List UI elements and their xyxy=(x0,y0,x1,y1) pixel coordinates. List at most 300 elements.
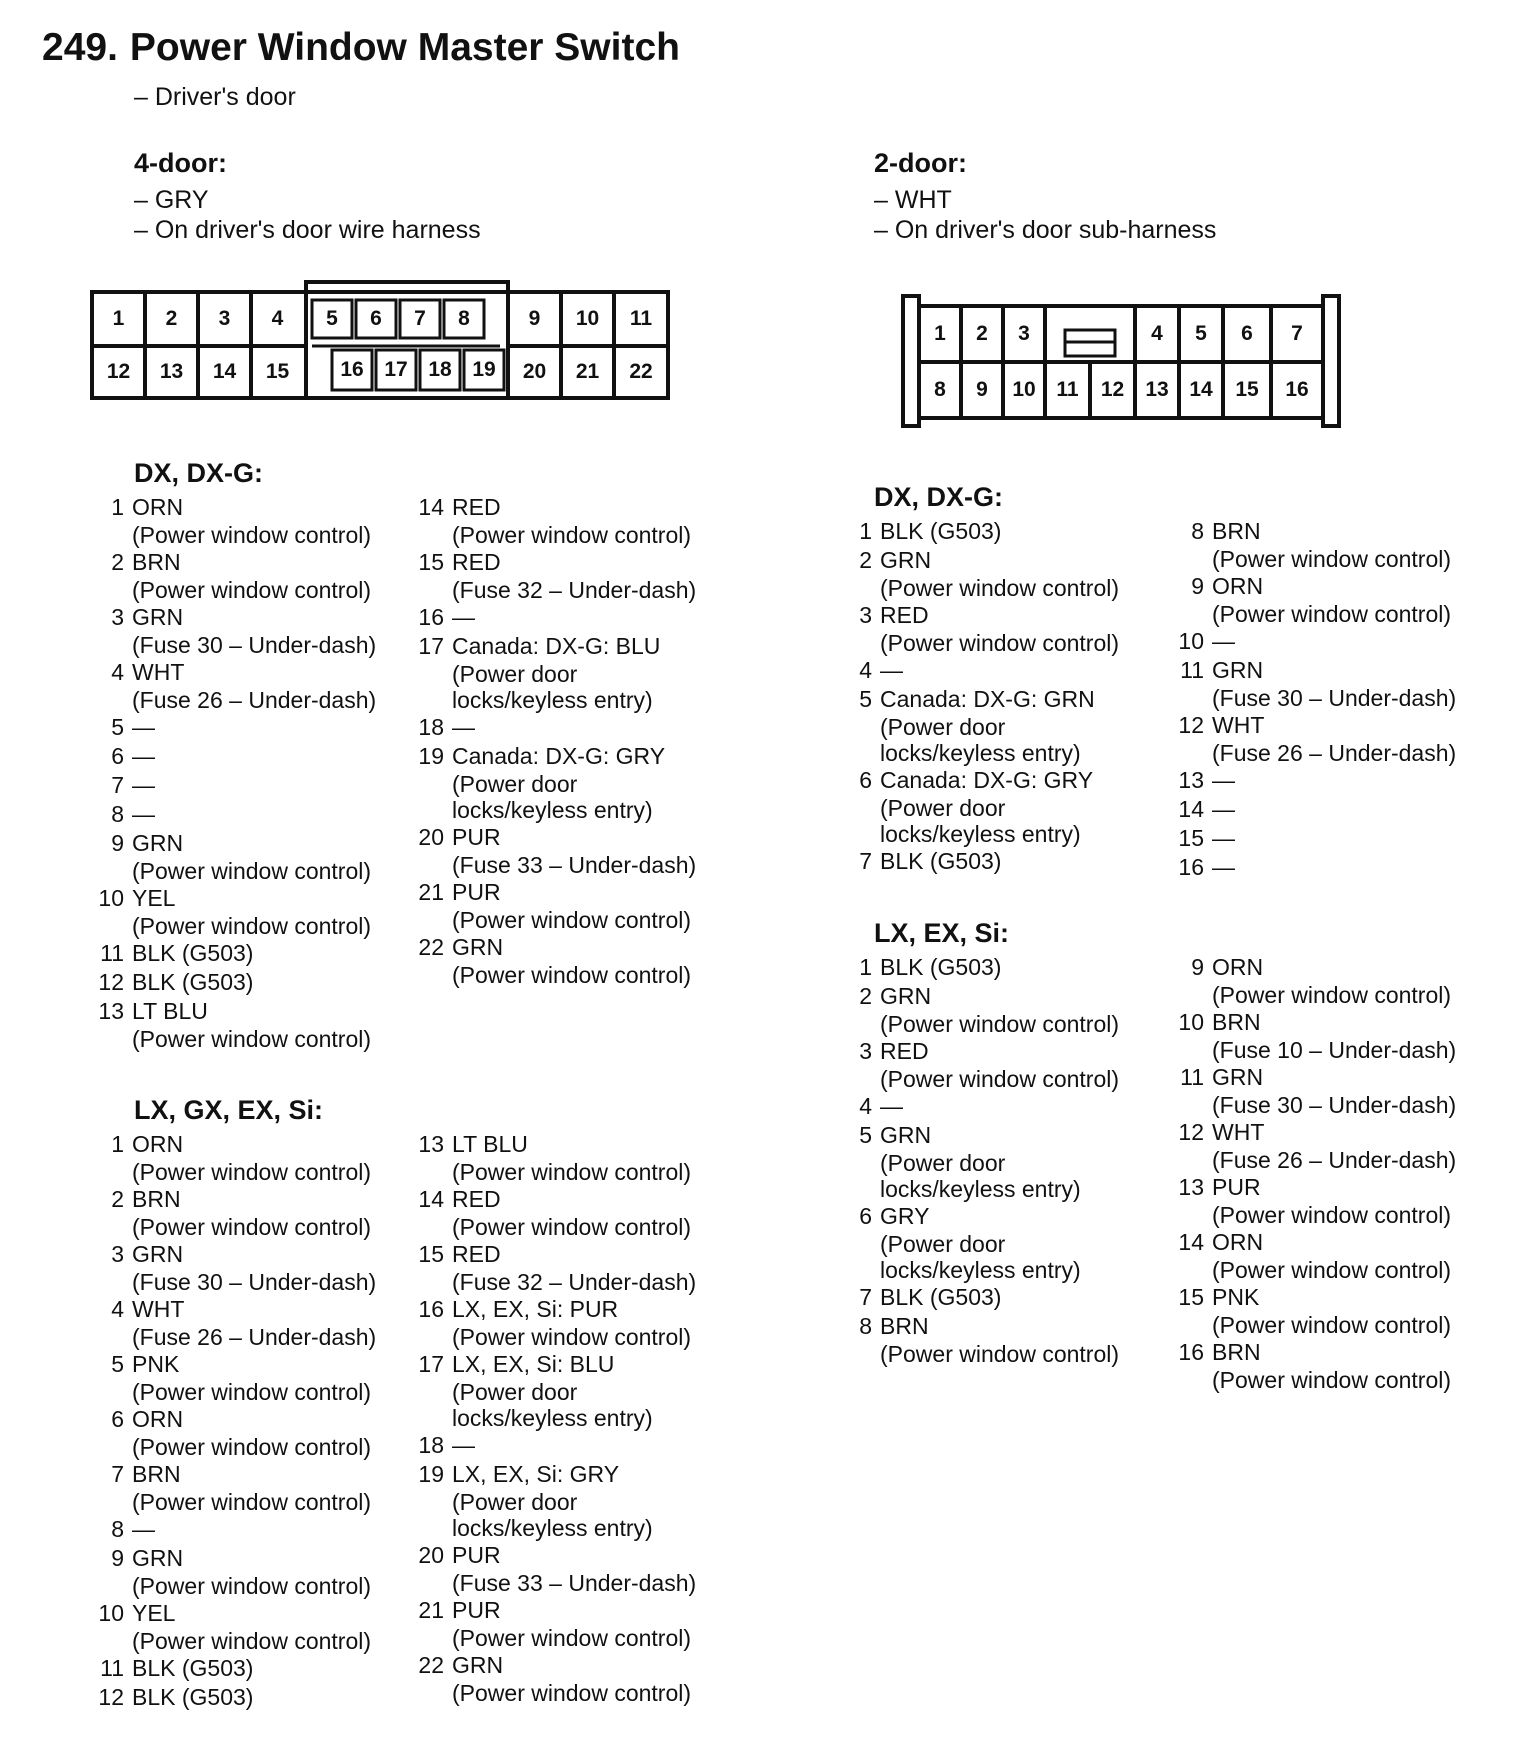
pin-number: 4 xyxy=(111,659,124,685)
wire-color: — xyxy=(132,801,155,827)
pin-number: 13 xyxy=(1178,1174,1204,1200)
pin-number: 11 xyxy=(1180,657,1204,683)
two-door-bottom-pin-14: 14 xyxy=(1189,378,1213,401)
four-door-lx-pin-19 xyxy=(410,1460,750,1541)
four-door-lx-pin-13 xyxy=(410,1130,750,1185)
wire-color: PUR xyxy=(452,879,501,905)
pin-number: 16 xyxy=(418,1296,444,1322)
four-door-lx-pin-10 xyxy=(90,1599,430,1654)
two-door-color: – WHT xyxy=(874,186,952,214)
pin-number: 7 xyxy=(111,1461,124,1487)
two-door-top-pin-2: 2 xyxy=(976,322,988,345)
two-door-dx-pin-5 xyxy=(838,685,1178,766)
pin-number: 8 xyxy=(111,1516,124,1542)
two-door-lx-pin-12 xyxy=(1170,1118,1510,1173)
two-door-dx-pin-7 xyxy=(838,847,1178,876)
wire-color: RED xyxy=(452,494,501,520)
four-door-bottom-pin-21: 21 xyxy=(575,360,600,383)
wire-color: BLK (G503) xyxy=(132,1684,254,1710)
wire-description: locks/keyless entry) xyxy=(880,740,1081,766)
wire-description: locks/keyless entry) xyxy=(452,687,653,713)
wire-color: LT BLU xyxy=(132,998,208,1024)
four-door-dx-pin-18 xyxy=(410,713,750,742)
wire-color: Canada: DX-G: GRY xyxy=(452,743,666,769)
wire-color: LX, EX, Si: GRY xyxy=(452,1461,620,1487)
wire-color: BLK (G503) xyxy=(880,848,1002,874)
pin-number: 11 xyxy=(1180,1064,1204,1090)
wire-description: (Fuse 10 – Under-dash) xyxy=(1212,1037,1457,1063)
two-door-top-pin-1: 1 xyxy=(934,322,946,345)
wire-description: (Power window control) xyxy=(452,1159,692,1185)
two-door-dx-pin-6 xyxy=(838,766,1178,847)
pin-number: 9 xyxy=(111,830,124,856)
wire-description: (Power door xyxy=(452,1379,578,1405)
wire-color: GRN xyxy=(132,604,184,630)
four-door-top-pin-5: 5 xyxy=(326,307,338,330)
four-door-bottom-pin-13: 13 xyxy=(159,360,184,383)
pin-number: 6 xyxy=(111,743,124,769)
pin-number: 5 xyxy=(859,1122,872,1148)
wire-description: (Fuse 26 – Under-dash) xyxy=(132,687,377,713)
wire-color: GRN xyxy=(1212,1064,1264,1090)
wire-description: (Power window control) xyxy=(880,1066,1120,1092)
wire-color: LT BLU xyxy=(452,1131,528,1157)
pin-number: 21 xyxy=(418,1597,444,1623)
four-door-lx-pin-1 xyxy=(90,1130,430,1185)
two-door-lx-pin-13 xyxy=(1170,1173,1510,1228)
wire-description: (Power window control) xyxy=(880,1011,1120,1037)
two-door-top-pin-5: 5 xyxy=(1195,322,1207,345)
two-door-lx-pin-7 xyxy=(838,1283,1178,1312)
wire-color: GRY xyxy=(880,1203,930,1229)
four-door-dx-pin-20 xyxy=(410,823,750,878)
two-door-connector-diagram xyxy=(895,292,1347,432)
wire-color: RED xyxy=(452,549,501,575)
pin-number: 4 xyxy=(859,657,872,683)
wire-description: (Power door xyxy=(452,661,578,687)
wire-color: PUR xyxy=(1212,1174,1261,1200)
wire-description: (Fuse 30 – Under-dash) xyxy=(1212,1092,1457,1118)
pin-number: 10 xyxy=(1178,628,1204,654)
pin-number: 22 xyxy=(418,1652,444,1678)
four-door-dx-pin-21 xyxy=(410,878,750,933)
two-door-bottom-pin-16: 16 xyxy=(1285,378,1309,401)
two-door-bottom-pin-11: 11 xyxy=(1056,378,1079,401)
pin-number: 7 xyxy=(859,848,872,874)
two-door-top-pin-3: 3 xyxy=(1018,322,1030,345)
wire-description: (Power window control) xyxy=(452,907,692,933)
four-door-lx-pin-5 xyxy=(90,1350,430,1405)
pin-number: 15 xyxy=(418,1241,444,1267)
four-door-dx-pin-9 xyxy=(90,829,430,884)
wire-description: (Power window control) xyxy=(132,1489,372,1515)
two-door-bottom-pin-12: 12 xyxy=(1100,378,1125,401)
wire-color: BLK (G503) xyxy=(132,969,254,995)
pin-number: 17 xyxy=(418,1351,444,1377)
wire-description: (Fuse 26 – Under-dash) xyxy=(132,1324,377,1350)
four-door-bottom-pin-14: 14 xyxy=(212,360,237,383)
pin-number: 8 xyxy=(111,801,124,827)
pin-number: 11 xyxy=(100,1655,124,1681)
pin-number: 3 xyxy=(859,602,872,628)
four-door-bottom-pin-22: 22 xyxy=(629,360,653,383)
wire-color: — xyxy=(132,743,155,769)
wire-description: (Power window control) xyxy=(132,913,372,939)
two-door-lx-pin-3 xyxy=(838,1037,1178,1092)
wire-color: — xyxy=(1212,796,1235,822)
four-door-lx-pin-21 xyxy=(410,1596,750,1651)
pin-number: 12 xyxy=(1178,1119,1204,1145)
two-door-dx-pin-2 xyxy=(838,546,1178,601)
wire-description: locks/keyless entry) xyxy=(452,1515,653,1541)
wire-color: ORN xyxy=(1212,954,1264,980)
four-door-location: – On driver's door wire harness xyxy=(134,216,481,244)
four-door-dx-pin-5 xyxy=(90,713,430,742)
wire-description: (Power window control) xyxy=(452,522,692,548)
two-door-lx-pin-9 xyxy=(1170,953,1510,1008)
wire-color: ORN xyxy=(132,1406,184,1432)
pin-number: 15 xyxy=(1178,1284,1204,1310)
pin-number: 1 xyxy=(111,1131,124,1157)
pin-number: 13 xyxy=(418,1131,444,1157)
wire-color: RED xyxy=(452,1186,501,1212)
four-door-top-pin-9: 9 xyxy=(528,307,541,330)
pin-number: 7 xyxy=(111,772,124,798)
two-door-lx-pin-4 xyxy=(838,1092,1178,1121)
four-door-dx-heading: DX, DX-G: xyxy=(134,458,264,488)
pin-number: 22 xyxy=(418,934,444,960)
wire-color: GRN xyxy=(132,1545,184,1571)
wire-description: (Power window control) xyxy=(880,1341,1120,1367)
four-door-connector-diagram xyxy=(90,280,670,402)
wire-description: (Power window control) xyxy=(1212,1257,1452,1283)
two-door-dx-pin-4 xyxy=(838,656,1178,685)
two-door-bottom-pin-13: 13 xyxy=(1145,378,1169,401)
four-door-top-pin-6: 6 xyxy=(370,307,382,330)
wire-description: (Fuse 26 – Under-dash) xyxy=(1212,1147,1457,1173)
two-door-lx-pin-2 xyxy=(838,982,1178,1037)
wire-color: LX, EX, Si: PUR xyxy=(452,1296,619,1322)
pin-number: 3 xyxy=(111,1241,124,1267)
title-text: Power Window Master Switch xyxy=(129,26,680,69)
wire-color: BLK (G503) xyxy=(132,1655,254,1681)
wire-color: GRN xyxy=(1212,657,1264,683)
wire-description: (Power window control) xyxy=(880,630,1120,656)
wire-description: (Power window control) xyxy=(452,1214,692,1240)
pin-number: 20 xyxy=(418,824,444,850)
wire-description: (Fuse 26 – Under-dash) xyxy=(1212,740,1457,766)
two-door-dx-pin-14 xyxy=(1170,795,1510,824)
four-door-color: – GRY xyxy=(134,186,209,214)
pin-number: 10 xyxy=(98,1600,124,1626)
wire-color: — xyxy=(132,714,155,740)
wire-color: LX, EX, Si: BLU xyxy=(452,1351,615,1377)
two-door-bottom-pin-9: 9 xyxy=(976,378,988,401)
wire-description: locks/keyless entry) xyxy=(452,1405,653,1431)
section-number: 249. xyxy=(42,26,118,69)
wire-color: WHT xyxy=(1212,712,1265,738)
wire-color: BLK (G503) xyxy=(880,518,1002,544)
wire-description: (Power window control) xyxy=(1212,982,1452,1008)
two-door-dx-pin-16 xyxy=(1170,853,1510,882)
wire-color: Canada: DX-G: BLU xyxy=(452,633,661,659)
wire-color: BRN xyxy=(132,549,181,575)
two-door-lx-pin-10 xyxy=(1170,1008,1510,1063)
wire-description: (Power window control) xyxy=(1212,1367,1452,1393)
pin-number: 19 xyxy=(418,743,444,769)
two-door-top-pin-4: 4 xyxy=(1151,322,1163,345)
four-door-lx-pin-16 xyxy=(410,1295,750,1350)
pin-number: 14 xyxy=(1178,1229,1204,1255)
wire-color: ORN xyxy=(1212,1229,1264,1255)
pin-number: 2 xyxy=(111,1186,124,1212)
four-door-bottom-pin-12: 12 xyxy=(106,360,131,383)
pin-number: 17 xyxy=(418,633,444,659)
two-door-lx-pin-8 xyxy=(838,1312,1178,1367)
pin-number: 9 xyxy=(1191,573,1204,599)
two-door-dx-pin-1 xyxy=(838,517,1178,546)
four-door-top-pin-4: 4 xyxy=(271,307,284,330)
two-door-lx-heading: LX, EX, Si: xyxy=(874,918,1010,948)
wire-color: GRN xyxy=(132,830,184,856)
pin-number: 1 xyxy=(859,954,872,980)
wire-description: (Fuse 30 – Under-dash) xyxy=(132,632,377,658)
two-door-lx-pin-14 xyxy=(1170,1228,1510,1283)
wire-color: — xyxy=(452,604,475,630)
four-door-lx-pin-6 xyxy=(90,1405,430,1460)
pin-number: 7 xyxy=(859,1284,872,1310)
wire-color: GRN xyxy=(452,934,504,960)
wire-color: PNK xyxy=(1212,1284,1260,1310)
two-door-dx-pin-9 xyxy=(1170,572,1510,627)
four-door-dx-pin-6 xyxy=(90,742,430,771)
pin-number: 6 xyxy=(859,1203,872,1229)
pin-number: 10 xyxy=(98,885,124,911)
page-subtitle: – Driver's door xyxy=(134,83,296,111)
four-door-dx-pin-17 xyxy=(410,632,750,713)
pin-number: 6 xyxy=(111,1406,124,1432)
pin-number: 5 xyxy=(859,686,872,712)
four-door-lx-pin-8 xyxy=(90,1515,430,1544)
wire-color: BRN xyxy=(132,1461,181,1487)
four-door-bottom-pin-20: 20 xyxy=(522,360,547,383)
two-door-dx-heading: DX, DX-G: xyxy=(874,482,1004,512)
four-door-top-pin-3: 3 xyxy=(218,307,231,330)
wire-color: — xyxy=(1212,825,1235,851)
wire-description: locks/keyless entry) xyxy=(880,1176,1081,1202)
two-door-lx-pin-11 xyxy=(1170,1063,1510,1118)
four-door-dx-pin-3 xyxy=(90,603,430,658)
four-door-lx-pin-9 xyxy=(90,1544,430,1599)
wire-color: YEL xyxy=(132,885,176,911)
wire-color: YEL xyxy=(132,1600,176,1626)
wire-description: locks/keyless entry) xyxy=(880,821,1081,847)
pin-number: 21 xyxy=(418,879,444,905)
four-door-dx-pin-2 xyxy=(90,548,430,603)
wire-color: — xyxy=(132,1516,155,1542)
pin-number: 2 xyxy=(859,547,872,573)
wire-color: ORN xyxy=(1212,573,1264,599)
four-door-dx-pin-1 xyxy=(90,493,430,548)
four-door-lx-pin-3 xyxy=(90,1240,430,1295)
four-door-dx-pin-10 xyxy=(90,884,430,939)
four-door-dx-pin-12 xyxy=(90,968,430,997)
wire-color: WHT xyxy=(1212,1119,1265,1145)
four-door-lx-pin-11 xyxy=(90,1654,430,1683)
four-door-lx-pin-22 xyxy=(410,1651,750,1706)
wire-color: — xyxy=(1212,767,1235,793)
two-door-dx-pin-3 xyxy=(838,601,1178,656)
wire-color: RED xyxy=(880,602,929,628)
wire-color: BRN xyxy=(1212,1009,1261,1035)
four-door-dx-pin-7 xyxy=(90,771,430,800)
wire-color: — xyxy=(132,772,155,798)
pin-number: 5 xyxy=(111,1351,124,1377)
pin-number: 20 xyxy=(418,1542,444,1568)
wire-description: (Power window control) xyxy=(880,575,1120,601)
wire-color: BRN xyxy=(1212,518,1261,544)
pin-number: 12 xyxy=(1178,712,1204,738)
wire-color: — xyxy=(1212,628,1235,654)
pin-number: 16 xyxy=(1178,1339,1204,1365)
pin-number: 13 xyxy=(98,998,124,1024)
pin-number: 3 xyxy=(859,1038,872,1064)
two-door-heading: 2-door: xyxy=(874,148,967,178)
wire-color: BRN xyxy=(880,1313,929,1339)
wire-description: (Power door xyxy=(880,1150,1006,1176)
pin-number: 8 xyxy=(1191,518,1204,544)
wire-description: (Fuse 33 – Under-dash) xyxy=(452,852,697,878)
four-door-lx-heading: LX, GX, EX, Si: xyxy=(134,1095,324,1125)
wire-color: GRN xyxy=(880,1122,932,1148)
pin-number: 9 xyxy=(1191,954,1204,980)
wire-description: (Power window control) xyxy=(1212,546,1452,572)
pin-number: 11 xyxy=(100,940,124,966)
pin-number: 12 xyxy=(98,1684,124,1710)
pin-number: 16 xyxy=(418,604,444,630)
wire-description: (Power window control) xyxy=(132,1159,372,1185)
wire-description: (Fuse 30 – Under-dash) xyxy=(1212,685,1457,711)
pin-number: 15 xyxy=(418,549,444,575)
four-door-top-pin-2: 2 xyxy=(165,307,178,330)
four-door-bottom-pin-17: 17 xyxy=(384,358,408,381)
four-door-dx-pin-22 xyxy=(410,933,750,988)
four-door-top-pin-1: 1 xyxy=(112,307,125,330)
two-door-lx-pin-16 xyxy=(1170,1338,1510,1393)
wire-description: (Power window control) xyxy=(1212,601,1452,627)
wire-description: (Power window control) xyxy=(132,858,372,884)
four-door-lx-pin-17 xyxy=(410,1350,750,1431)
wire-color: PNK xyxy=(132,1351,180,1377)
pin-number: 1 xyxy=(111,494,124,520)
pin-number: 10 xyxy=(1178,1009,1204,1035)
two-door-lx-pin-15 xyxy=(1170,1283,1510,1338)
wire-description: (Fuse 30 – Under-dash) xyxy=(132,1269,377,1295)
two-door-location: – On driver's door sub-harness xyxy=(874,216,1217,244)
pin-number: 16 xyxy=(1178,854,1204,880)
wire-description: locks/keyless entry) xyxy=(452,797,653,823)
wire-color: GRN xyxy=(880,983,932,1009)
wire-color: — xyxy=(880,1093,903,1119)
pin-number: 4 xyxy=(111,1296,124,1322)
four-door-lx-pin-18 xyxy=(410,1431,750,1460)
wire-description: (Power door xyxy=(880,795,1006,821)
two-door-lx-pin-5 xyxy=(838,1121,1178,1202)
wire-color: GRN xyxy=(452,1652,504,1678)
wire-color: BLK (G503) xyxy=(880,1284,1002,1310)
wire-description: (Power door xyxy=(880,714,1006,740)
pin-number: 5 xyxy=(111,714,124,740)
four-door-dx-pin-11 xyxy=(90,939,430,968)
wire-color: BLK (G503) xyxy=(880,954,1002,980)
four-door-bottom-pin-18: 18 xyxy=(428,358,452,381)
page-title xyxy=(42,26,680,70)
wire-color: — xyxy=(880,657,903,683)
pin-number: 14 xyxy=(418,1186,444,1212)
four-door-dx-pin-8 xyxy=(90,800,430,829)
pin-number: 18 xyxy=(418,1432,444,1458)
wire-description: (Power window control) xyxy=(132,1379,372,1405)
pin-number: 14 xyxy=(1178,796,1204,822)
two-door-top-pin-6: 6 xyxy=(1241,322,1253,345)
four-door-dx-pin-16 xyxy=(410,603,750,632)
wire-description: (Power window control) xyxy=(452,1625,692,1651)
four-door-dx-pin-15 xyxy=(410,548,750,603)
wire-description: (Power window control) xyxy=(132,1026,372,1052)
four-door-lx-pin-4 xyxy=(90,1295,430,1350)
four-door-dx-pin-4 xyxy=(90,658,430,713)
pin-number: 9 xyxy=(111,1545,124,1571)
two-door-dx-pin-11 xyxy=(1170,656,1510,711)
wire-color: — xyxy=(452,1432,475,1458)
wire-description: (Power door xyxy=(452,771,578,797)
wire-color: GRN xyxy=(132,1241,184,1267)
four-door-bottom-pin-19: 19 xyxy=(472,358,496,381)
pin-number: 1 xyxy=(859,518,872,544)
four-door-lx-pin-14 xyxy=(410,1185,750,1240)
four-door-top-pin-8: 8 xyxy=(458,307,470,330)
wire-description: (Power window control) xyxy=(1212,1312,1452,1338)
four-door-heading: 4-door: xyxy=(134,148,227,178)
four-door-dx-pin-13 xyxy=(90,997,430,1052)
wire-description: locks/keyless entry) xyxy=(880,1257,1081,1283)
wire-color: PUR xyxy=(452,1597,501,1623)
pin-number: 8 xyxy=(859,1313,872,1339)
pin-number: 4 xyxy=(859,1093,872,1119)
two-door-top-pin-7: 7 xyxy=(1291,322,1303,345)
pin-number: 15 xyxy=(1178,825,1204,851)
two-door-dx-pin-13 xyxy=(1170,766,1510,795)
wire-description: (Power window control) xyxy=(132,577,372,603)
wire-color: BRN xyxy=(1212,1339,1261,1365)
pin-number: 12 xyxy=(98,969,124,995)
pin-number: 2 xyxy=(111,549,124,575)
four-door-bottom-pin-15: 15 xyxy=(265,360,290,383)
wire-description: (Fuse 32 – Under-dash) xyxy=(452,1269,697,1295)
wire-description: (Fuse 32 – Under-dash) xyxy=(452,577,697,603)
two-door-dx-pin-15 xyxy=(1170,824,1510,853)
wire-color: — xyxy=(452,714,475,740)
pin-number: 13 xyxy=(1178,767,1204,793)
four-door-top-pin-10: 10 xyxy=(575,307,600,330)
two-door-dx-pin-10 xyxy=(1170,627,1510,656)
wire-description: (Power window control) xyxy=(132,1214,372,1240)
four-door-lx-pin-15 xyxy=(410,1240,750,1295)
two-door-lx-pin-1 xyxy=(838,953,1178,982)
two-door-dx-pin-8 xyxy=(1170,517,1510,572)
four-door-top-pin-11: 11 xyxy=(629,307,653,330)
two-door-dx-pin-12 xyxy=(1170,711,1510,766)
